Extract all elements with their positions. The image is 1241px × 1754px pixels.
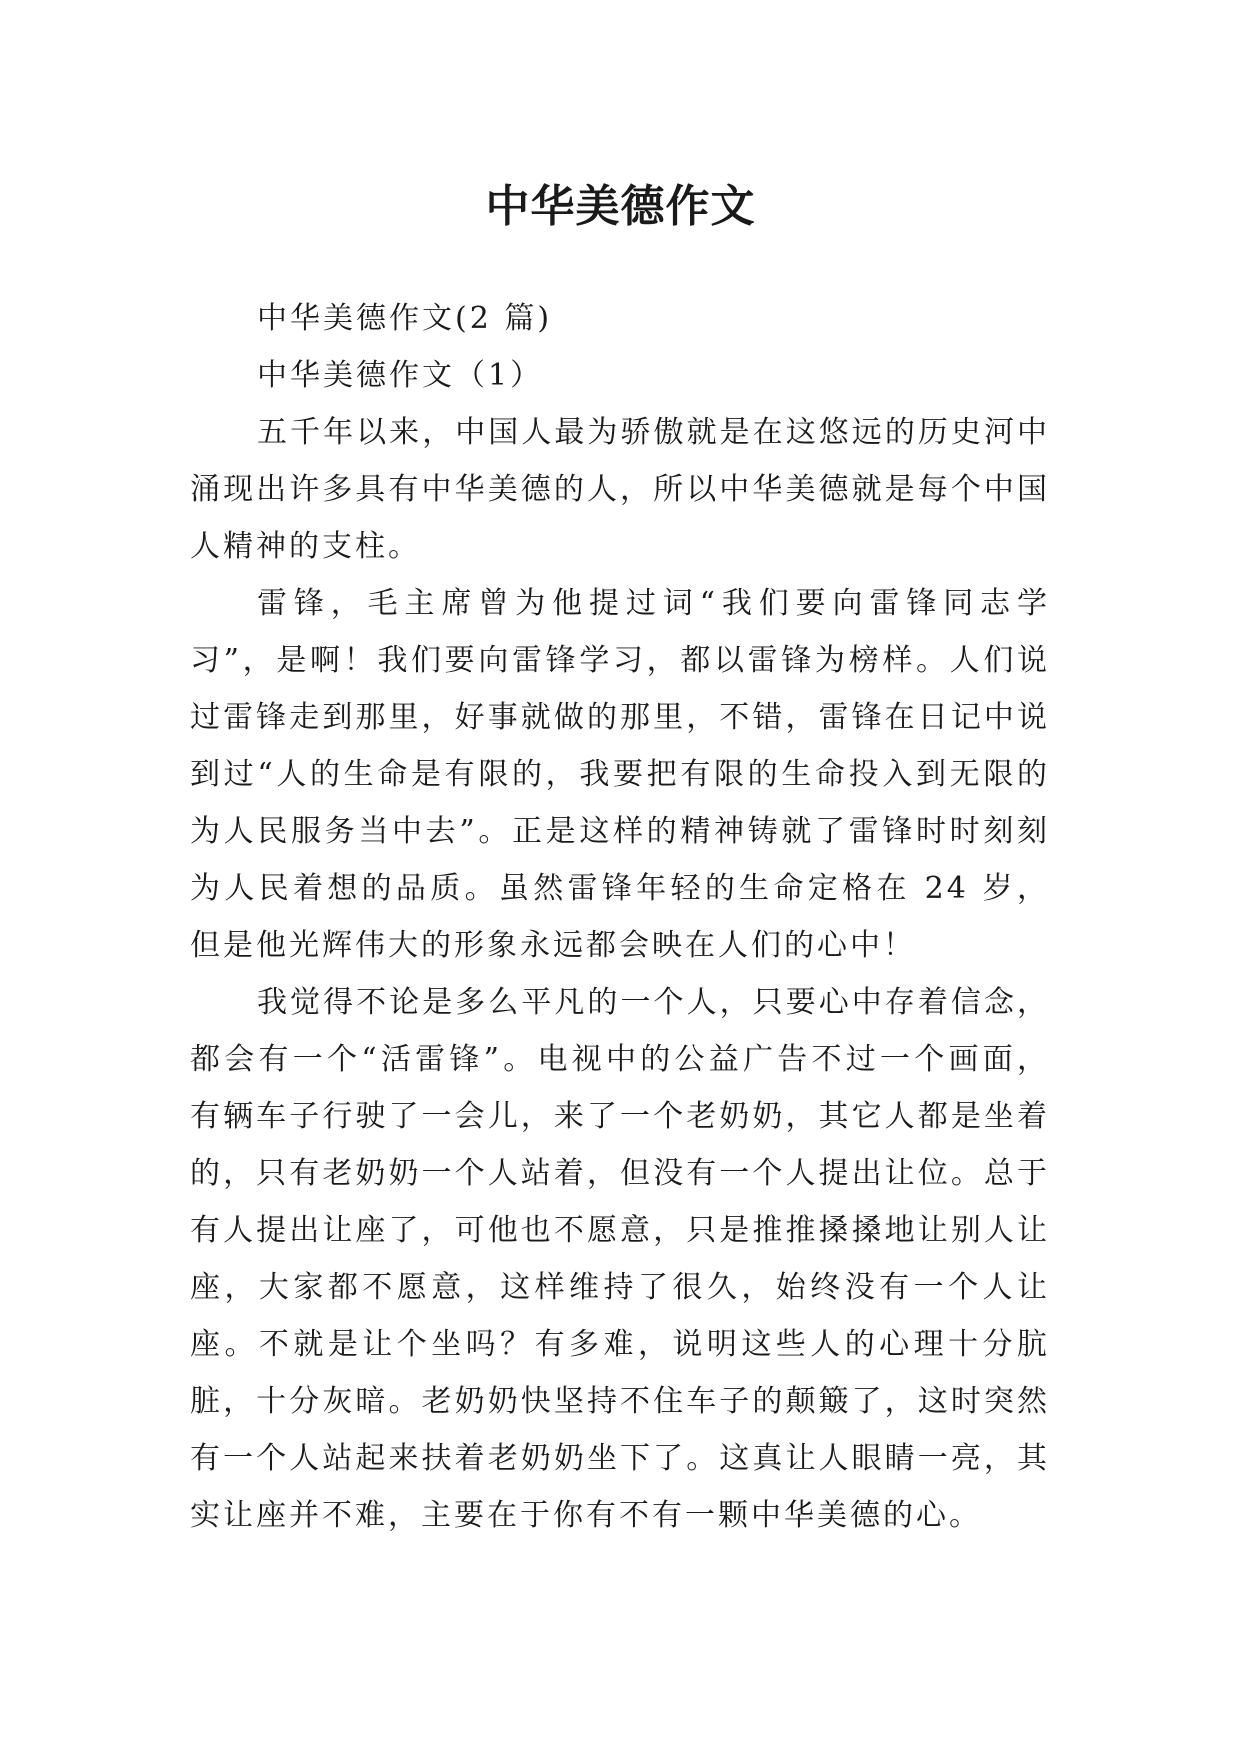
document-body — [190, 290, 1050, 1544]
leifeng-paragraph: 雷锋，毛主席曾为他提过词“我们要向雷锋同志学习”，是啊！我们要向雷锋学习，都以雷锋为榜样。人们说过雷锋走到那里，好事就做的那里，不错，雷锋在日记中说到过“人的生命是有限的，我要把有限的生命投入到无限的为人民服务当中去”。正是这样的精神铸就了雷锋时时刻刻为人民着想的品质。虽然雷锋年轻的生命定格在 24 岁，但是他光辉伟大的形象永远都会映在人们的心中！ — [190, 586, 1050, 963]
intro-paragraph: 五千年以来，中国人最为骄傲就是在这悠远的历史河中涌现出许多具有中华美德的人，所以中华美德就是每个中国人精神的支柱。 — [190, 415, 1050, 564]
section-heading-paragraph: 中华美德作文（1） — [257, 358, 544, 393]
seat-story-paragraph: 我觉得不论是多么平凡的一个人，只要心中存着信念，都会有一个“活雷锋”。电视中的公益广告不过一个画面，有辆车子行驶了一会儿，来了一个老奶奶，其它人都是坐着的，只有老奶奶一个人站着，但没有一个人提出让位。总于有人提出让座了，可他也不愿意，只是推推搡搡地让别人让座，大家都不愿意，这样维持了很久，始终没有一个人让座。不就是让个坐吗？有多难，说明这些人的心理十分肮脏，十分灰暗。老奶奶快坚持不住车子的颠簸了，这时突然有一个人站起来扶着老奶奶坐下了。这真让人眼睛一亮，其实让座并不难，主要在于你有不有一颗中华美德的心。 — [190, 985, 1050, 1533]
subtitle-paragraph: 中华美德作文(2 篇) — [257, 301, 553, 336]
document-title: 中华美德作文 — [485, 181, 756, 233]
